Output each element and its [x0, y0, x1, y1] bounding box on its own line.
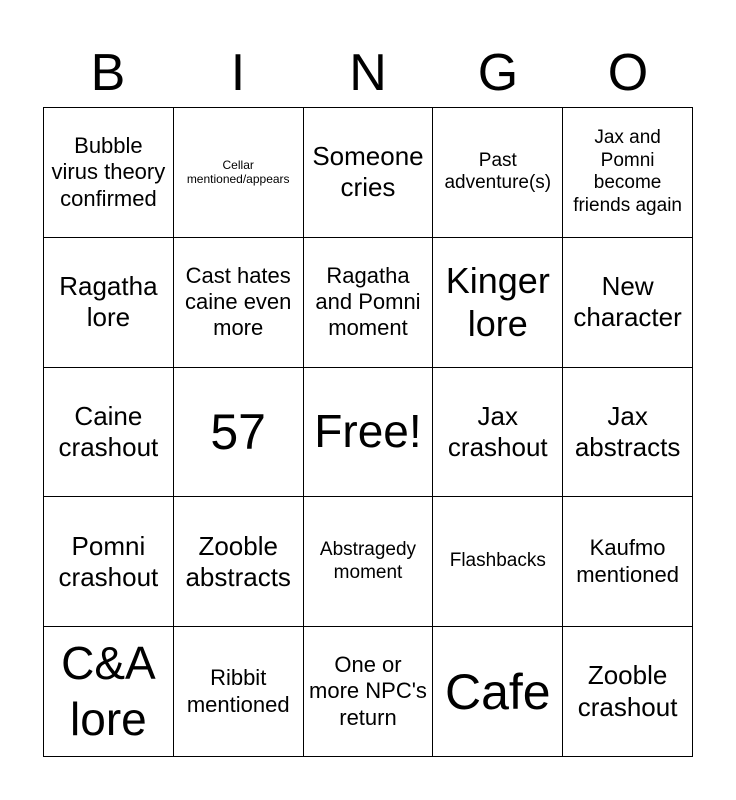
bingo-cell[interactable] — [563, 497, 693, 627]
header-letter-o: O — [607, 44, 649, 102]
bingo-cell[interactable] — [563, 368, 693, 498]
bingo-cell[interactable] — [433, 108, 563, 238]
bingo-cell[interactable] — [174, 497, 304, 627]
cell-text: Cafe — [444, 663, 551, 720]
bingo-cell[interactable] — [304, 627, 434, 757]
bingo-cell[interactable] — [433, 627, 563, 757]
header-letter-b: B — [90, 44, 126, 102]
bingo-cell[interactable] — [174, 238, 304, 368]
cell-text: Jax abstracts — [574, 400, 681, 462]
bingo-cell[interactable] — [174, 108, 304, 238]
bingo-cell[interactable] — [44, 627, 174, 757]
bingo-cell[interactable] — [304, 497, 434, 627]
cell-text: New character — [573, 271, 682, 333]
bingo-cell[interactable] — [563, 238, 693, 368]
bingo-cell[interactable] — [44, 238, 174, 368]
cell-text: Zooble crashout — [577, 660, 678, 722]
cell-text: Abstragedy moment — [319, 538, 417, 583]
cell-text: Ragatha lore — [59, 271, 158, 333]
cell-text: Pomni crashout — [58, 530, 159, 592]
cell-text: One or more NPC's return — [309, 652, 427, 730]
bingo-cell[interactable] — [44, 497, 174, 627]
cell-text: Kaufmo mentioned — [576, 535, 679, 587]
cell-text: C&A lore — [61, 637, 156, 745]
bingo-cell[interactable] — [433, 368, 563, 498]
bingo-header — [43, 40, 693, 106]
cell-text: Zooble abstracts — [185, 530, 291, 592]
bingo-cell[interactable] — [563, 627, 693, 757]
bingo-cell[interactable] — [174, 627, 304, 757]
bingo-cell[interactable] — [44, 108, 174, 238]
free-space-cell[interactable] — [304, 368, 434, 498]
bingo-cell[interactable] — [433, 497, 563, 627]
header-letter-n: N — [349, 44, 387, 102]
bingo-cell[interactable] — [304, 238, 434, 368]
bingo-cell[interactable] — [304, 108, 434, 238]
cell-text: Past adventure(s) — [444, 149, 552, 194]
cell-text: Someone cries — [312, 141, 424, 203]
bingo-cell[interactable] — [563, 108, 693, 238]
cell-text: Jax and Pomni become friends again — [573, 126, 682, 217]
cell-text: Flashbacks — [449, 550, 546, 572]
cell-text: Ragatha and Pomni moment — [315, 262, 421, 341]
cell-text: Bubble virus theory confirmed — [51, 132, 166, 211]
header-letter-g: G — [477, 44, 519, 102]
header-letter-i: I — [230, 44, 246, 102]
bingo-cell[interactable] — [174, 368, 304, 498]
cell-text: Kinger lore — [445, 260, 550, 345]
cell-text: Cast hates caine even more — [184, 262, 292, 341]
bingo-cell[interactable] — [44, 368, 174, 498]
cell-text: Ribbit mentioned — [186, 665, 290, 717]
bingo-board — [43, 107, 693, 757]
cell-text: Jax crashout — [447, 400, 548, 462]
cell-text: 57 — [210, 403, 266, 460]
cell-text: Cellar mentioned/appears — [186, 158, 290, 187]
cell-text: Caine crashout — [58, 400, 159, 462]
cell-text: Free! — [314, 405, 422, 458]
bingo-cell[interactable] — [433, 238, 563, 368]
